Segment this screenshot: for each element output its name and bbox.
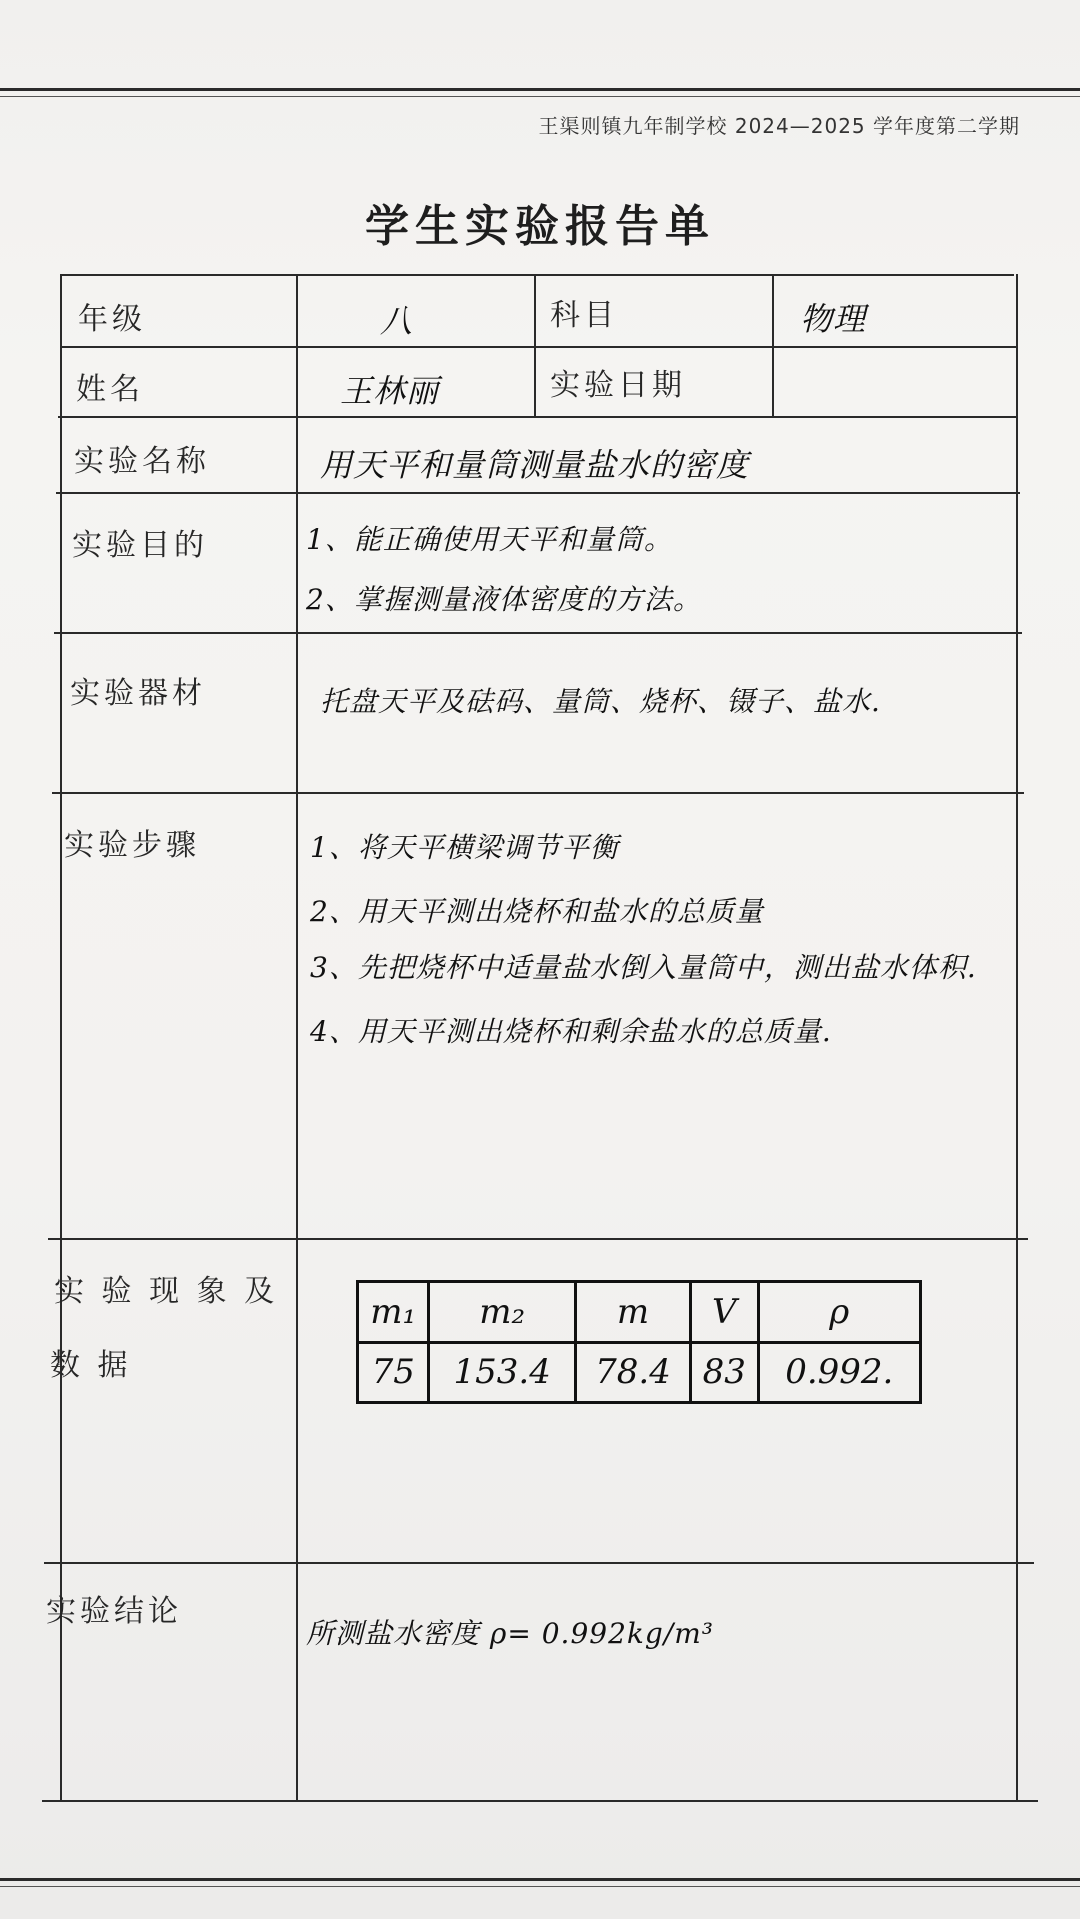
table-border-top <box>62 274 1014 276</box>
column-divider <box>534 274 536 416</box>
conclusion-label: 实验结论 <box>46 1594 182 1629</box>
purpose-label: 实验目的 <box>72 528 208 563</box>
grade-value: 八 <box>380 302 414 340</box>
name-value: 王林丽 <box>340 372 440 410</box>
data-label-line-1: 实 验 现 象 及 <box>54 1274 279 1309</box>
table-row <box>358 1342 921 1403</box>
conclusion-value: 所测盐水密度 ρ= 0.992kg/m³ <box>306 1617 714 1650</box>
date-label: 实验日期 <box>550 368 686 403</box>
steps-label: 实验步骤 <box>64 828 200 863</box>
experiment-name-value: 用天平和量筒测量盐水的密度 <box>320 446 750 484</box>
row-divider <box>56 492 1020 494</box>
label-column-divider <box>296 274 298 1802</box>
row-divider <box>52 792 1024 794</box>
column-divider <box>772 274 774 416</box>
header-cell-m: m <box>576 1282 691 1343</box>
step-line-4: 4、用天平测出烧杯和剩余盐水的总质量. <box>310 1015 832 1048</box>
row-divider <box>60 346 1016 348</box>
subject-value: 物理 <box>800 300 867 338</box>
value-cell-m1: 75 <box>358 1342 429 1403</box>
table-border-left <box>60 274 62 1802</box>
value-cell-m: 78.4 <box>576 1342 691 1403</box>
row-divider <box>58 416 1018 418</box>
equipment-value: 托盘天平及砝码、量筒、烧杯、镊子、盐水. <box>320 685 881 718</box>
grade-label: 年级 <box>78 302 146 337</box>
table-border-bottom <box>42 1800 1038 1802</box>
header-cell-v: V <box>690 1282 758 1343</box>
subject-label: 科目 <box>550 298 618 333</box>
value-cell-v: 83 <box>690 1342 758 1403</box>
table-header-row <box>358 1282 921 1343</box>
data-label-line-2: 数 据 <box>50 1348 132 1383</box>
school-term-header: 王渠则镇九年制学校 2024—2025 学年度第二学期 <box>538 114 1020 138</box>
row-divider <box>54 632 1022 634</box>
step-line-3: 3、先把烧杯中适量盐水倒入量筒中，测出盐水体积. <box>310 951 977 984</box>
header-cell-rho: ρ <box>758 1282 920 1343</box>
value-cell-m2: 153.4 <box>429 1342 576 1403</box>
experiment-name-label: 实验名称 <box>74 444 210 479</box>
header-cell-m1: m₁ <box>358 1282 429 1343</box>
purpose-line-1: 1、能正确使用天平和量筒。 <box>306 523 673 556</box>
row-divider <box>48 1238 1028 1240</box>
name-label: 姓名 <box>76 372 144 407</box>
equipment-label: 实验器材 <box>70 676 206 711</box>
value-cell-rho: 0.992. <box>758 1342 920 1403</box>
step-line-2: 2、用天平测出烧杯和盐水的总质量 <box>310 895 764 928</box>
measurement-table <box>356 1280 922 1404</box>
table-border-right <box>1016 274 1018 1802</box>
purpose-line-2: 2、掌握测量液体密度的方法。 <box>306 583 702 616</box>
header-cell-m2: m₂ <box>429 1282 576 1343</box>
step-line-1: 1、将天平横梁调节平衡 <box>310 831 619 864</box>
row-divider <box>44 1562 1034 1564</box>
page-title: 学生实验报告单 <box>365 201 715 252</box>
